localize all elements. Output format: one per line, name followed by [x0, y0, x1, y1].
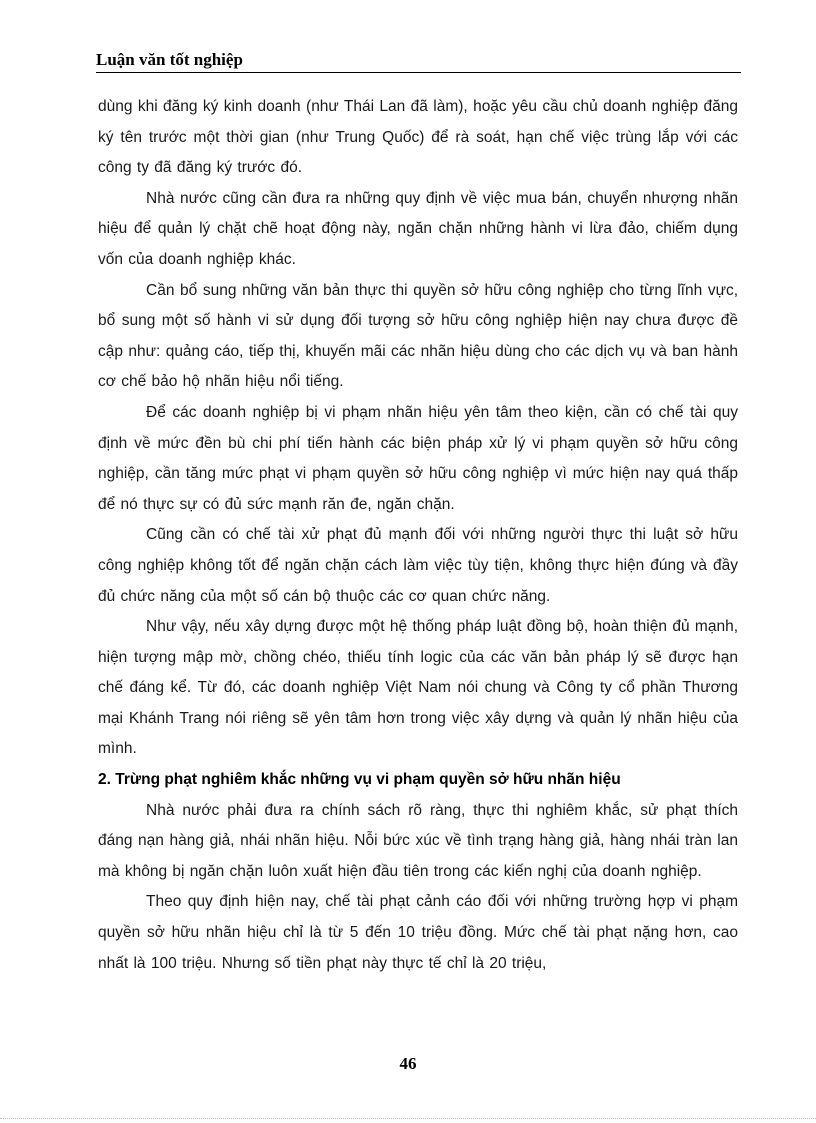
paragraph-trademark-transfer: Nhà nước cũng cần đưa ra những quy định về việc mua bán, chuyển nhượng nhãn hiệu để quản lý chặt chẽ hoạt động này, ngăn chặn những hành vi lừa đảo, chiếm dụng vốn của doanh nghiệp khác. — [98, 189, 738, 268]
paragraph-penalty-levels: Theo quy định hiện nay, chế tài phạt cảnh cáo đối với những trường hợp vi phạm quyền sở hữu nhãn hiệu chỉ là từ 5 đến 10 triệu đồng. Mức chế tài phạt nặng hơn, cao nhất là 100 triệu. Nhưng số tiền phạt này thực tế chỉ là 20 triệu, — [98, 893, 738, 972]
page-bottom-divider — [0, 1118, 816, 1119]
document-title: Luận văn tốt nghiệp — [96, 50, 243, 69]
paragraph-counterfeit-policy: Nhà nước phải đưa ra chính sách rõ ràng, thực thi nghiêm khắc, sử phạt thích đáng nạn hàng giả, nhái nhãn hiệu. Nỗi bức xúc về tình trạng hàng giả, hàng nhái tràn lan mà không bị ngăn chặn luôn xuất hiện đầu tiên trong các kiến nghị của doanh nghiệp. — [98, 801, 738, 880]
paragraph-continuation: dùng khi đăng ký kinh doanh (như Thái Lan đã làm), hoặc yêu cầu chủ doanh nghiệp đăng ký tên trước một thời gian (như Trung Quốc) để rà soát, hạn chế việc trùng lắp với các công ty đã đăng ký trước đó. — [98, 98, 738, 177]
section-heading: 2. Trừng phạt nghiêm khắc những vụ vi phạm quyền sở hữu nhãn hiệu — [98, 771, 621, 789]
paragraph-legal-system: Như vậy, nếu xây dựng được một hệ thống pháp luật đồng bộ, hoàn thiện đủ mạnh, hiện tượng mập mờ, chồng chéo, thiếu tính logic của các văn bản pháp lý sẽ được hạn chế đáng kể. Từ đó, các doanh nghiệp Việt Nam nói chung và Công ty cổ phần Thương mại Khánh Trang nói riêng sẽ yên tâm hơn trong việc xây dựng và quản lý nhãn hiệu của mình. — [98, 618, 738, 758]
page-header — [96, 48, 741, 73]
paragraph-enforcement-documents: Cần bổ sung những văn bản thực thi quyền sở hữu công nghiệp cho từng lĩnh vực, bổ sung một số hành vi sử dụng đối tượng sở hữu công nghiệp hiện nay chưa được đề cập như: quảng cáo, tiếp thị, khuyến mãi các nhãn hiệu dùng cho các dịch vụ và ban hành cơ chế bảo hộ nhãn hiệu nổi tiếng. — [98, 281, 738, 391]
paragraph-sanctions-officials: Cũng cần có chế tài xử phạt đủ mạnh đối với những người thực thi luật sở hữu công nghiệp không tốt để ngăn chặn cách làm việc tùy tiện, không thực hiện đúng và đầy đủ chức năng của một số cán bộ thuộc các cơ quan chức năng. — [98, 526, 738, 605]
page-number: 46 — [399, 1054, 417, 1073]
paragraph-compensation: Để các doanh nghiệp bị vi phạm nhãn hiệu yên tâm theo kiện, cần có chế tài quy định về mức đền bù chi phí tiến hành các biện pháp xử lý vi phạm quyền sở hữu công nghiệp, cần tăng mức phạt vi phạm quyền sở hữu công nghiệp vì mức hiện nay quá thấp để nó thực sự có đủ sức mạnh răn đe, ngăn chặn. — [98, 403, 738, 513]
body-text — [98, 92, 738, 979]
